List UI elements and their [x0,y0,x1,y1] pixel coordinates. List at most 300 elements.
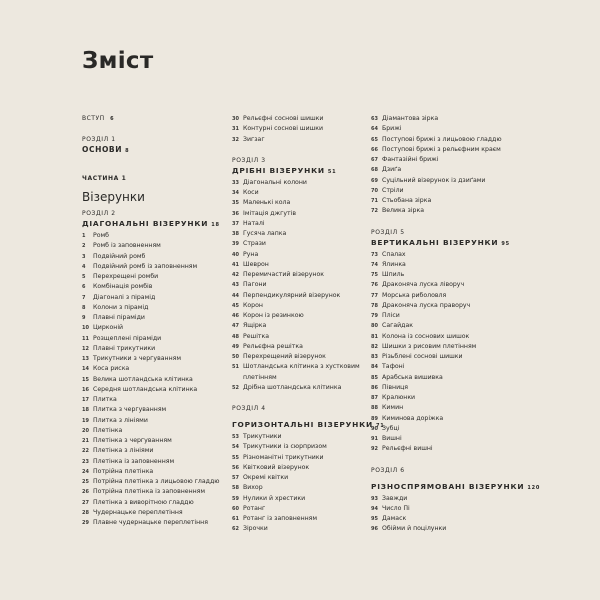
toc-entry [232,362,367,383]
section-2-list-continued [232,114,367,145]
toc-entry-number: 2 [82,243,86,250]
toc-entry-number: 76 [371,282,378,289]
toc-entry [371,145,516,155]
toc-entry [371,434,516,444]
toc-entry-number: 83 [371,354,378,360]
toc-entry [232,494,367,504]
toc-entry-number: 81 [371,333,378,340]
toc-entry-number: 39 [232,241,239,248]
toc-entry-number: 45 [232,302,239,309]
toc-entry [82,426,222,436]
section-1-label: РОЗДІЛ 1 [82,136,116,143]
toc-entry-title: Контурні соснові шишки [243,125,324,133]
toc-entry-number: 10 [82,325,89,332]
toc-entry [371,311,516,321]
toc-entry [371,524,516,534]
section-2-label: РОЗДІЛ 2 [82,210,116,217]
toc-entry-title: Сагайдак [382,322,413,330]
toc-entry [82,252,222,262]
toc-entry-title: Колони з пірамід [93,303,149,311]
toc-entry-title: Середня шотландська клітинка [93,385,198,393]
toc-entry-title: Плетінка з чергуванням [93,437,172,444]
toc-entry-number: 32 [232,136,239,143]
toc-entry [232,483,367,493]
toc-entry [232,432,367,442]
toc-entry-title: Драконяча луска праворуч [382,301,471,309]
toc-entry-number: 46 [232,313,239,319]
toc-entry [371,424,516,434]
toc-entry-number: 41 [232,261,239,268]
toc-entry [82,416,222,426]
toc-entry-title: Арабська вишивка [382,373,443,381]
toc-entry [232,270,367,280]
toc-entry-number: 94 [371,505,378,512]
section-3-label: РОЗДІЛ 3 [232,156,266,164]
toc-entry [232,342,367,352]
toc-entry-title: Решітка [243,332,270,340]
toc-entry-number: 26 [82,489,89,496]
section-2-list [82,231,222,528]
toc-entry [232,352,367,362]
toc-entry [371,332,516,342]
toc-entry-title: Кимин [382,404,404,412]
toc-entry-title: Коса риска [93,365,130,373]
toc-entry [371,494,516,504]
toc-entry-number: 21 [82,438,89,444]
toc-entry-number: 88 [371,405,378,412]
toc-entry-title: Трикутники із сюрпризом [243,443,327,451]
toc-entry [371,165,516,175]
toc-entry [82,231,222,241]
toc-column-1 [82,114,222,528]
toc-entry-number: 48 [232,333,239,340]
toc-entry-title: Гусяча лапка [243,230,287,237]
toc-entry-title: Перемичастий візерунок [243,271,324,278]
toc-entry [82,313,222,323]
toc-entry [82,282,222,292]
toc-entry [232,524,367,534]
toc-entry-number: 55 [232,454,239,461]
toc-entry [232,178,367,188]
toc-entry-number: 37 [232,220,239,227]
toc-entry-title: Зигзаг [243,135,265,143]
toc-entry-title: Поступові брижі з лицьовою гладдю [382,135,502,143]
toc-entry [232,332,367,342]
section-2-title: ДІАГОНАЛЬНІ ВІЗЕРУНКИ 18 [82,219,220,228]
toc-entry-number: 42 [232,272,239,278]
section-4-list-continued [371,114,516,217]
toc-entry-number: 1 [82,233,86,239]
toc-entry-title: Діагоналі з пірамід [93,293,156,301]
toc-entry-number: 70 [371,187,378,194]
toc-entry-title: Морська риболовля [382,291,447,299]
toc-entry-number: 18 [82,407,89,414]
toc-entry-title: Наталі [243,219,265,227]
toc-entry [232,473,367,483]
toc-entry-title: Діамантова зірка [382,115,439,122]
toc-entry [371,176,516,186]
toc-entry [82,375,222,385]
toc-entry [232,114,367,124]
toc-entry [232,463,367,473]
toc-entry-number: 58 [232,485,239,492]
toc-entry-number: 20 [82,427,89,434]
toc-entry [371,504,516,514]
toc-entry-title: Рельєфні вишні [382,445,433,453]
toc-entry-number: 25 [82,479,89,485]
toc-entry [371,250,516,260]
toc-entry-number: 69 [371,177,378,184]
toc-entry [232,321,367,331]
toc-entry-number: 73 [371,251,378,258]
toc-entry-number: 57 [232,475,239,481]
toc-entry-number: 66 [371,146,378,153]
toc-entry-title: Зірочки [243,525,268,533]
toc-entry-number: 49 [232,343,239,350]
toc-entry [82,405,222,415]
toc-entry [232,383,367,393]
toc-entry [82,457,222,467]
toc-entry-number: 77 [371,292,378,299]
toc-entry [232,135,367,145]
toc-entry [371,291,516,301]
toc-entry-number: 63 [371,116,378,122]
part-1-title: Візерунки [82,190,145,204]
toc-entry-title: Шотландська клітинка з хустковим плетінням [243,363,360,381]
toc-entry [82,262,222,272]
toc-entry-title: Шпиль [382,271,405,278]
toc-entry-number: 22 [82,448,89,455]
section-3-list [232,178,367,393]
toc-entry [232,198,367,208]
toc-entry-title: Корон із резинкою [243,312,304,319]
toc-entry-title: Поступові брижі з рельєфним краєм [382,145,501,153]
toc-entry [371,270,516,280]
toc-entry-number: 71 [371,198,378,204]
toc-entry [371,196,516,206]
toc-entry-number: 36 [232,210,239,217]
page-title: Зміст [82,48,154,74]
toc-entry-title: Зубці [382,424,400,432]
toc-entry-title: Трикутники [243,433,282,440]
toc-entry-number: 68 [371,167,378,174]
toc-entry [82,395,222,405]
toc-entry-title: Дрібна шотландська клітинка [243,383,342,391]
toc-entry-number: 60 [232,505,239,512]
toc-entry-title: Окремі квітки [243,474,289,481]
toc-entry-number: 74 [371,261,378,268]
toc-entry-number: 95 [371,516,378,522]
toc-entry-title: Перпендикулярний візерунок [243,291,341,299]
toc-entry-title: Рельєфні соснові шишки [243,115,324,122]
toc-entry-title: Велика шотландська клітинка [93,375,193,383]
toc-entry [82,334,222,344]
toc-entry [82,354,222,364]
toc-entry-title: Кралюнки [382,394,416,401]
toc-entry [82,385,222,395]
toc-entry-title: Чудернацьке переплетіння [93,508,183,516]
toc-entry-number: 12 [82,345,89,352]
toc-entry-title: Плетінка з виворітною гладдю [93,498,194,506]
toc-entry-number: 33 [232,179,239,186]
toc-entry [82,364,222,374]
toc-entry-number: 61 [232,516,239,522]
toc-entry-number: 9 [82,315,86,321]
toc-entry [232,250,367,260]
toc-entry [232,209,367,219]
section-6-title: РІЗНОСПРЯМОВАНІ ВІЗЕРУНКИ 120 [371,481,541,491]
toc-entry [371,352,516,362]
toc-entry [232,311,367,321]
toc-entry [232,239,367,249]
toc-entry-title: Руна [243,250,259,258]
toc-entry-title: Плавні піраміди [93,314,145,321]
toc-entry-title: Пагони [243,281,267,289]
toc-entry-title: Плитка з лініями [93,416,148,424]
toc-entry [371,114,516,124]
toc-entry-title: Рельєфна решітка [243,342,303,350]
toc-entry-title: Розщеплені піраміди [93,334,162,342]
toc-entry-number: 11 [82,335,89,342]
toc-entry-title: Пліси [382,312,400,319]
toc-entry-title: Киминова доріжка [382,414,444,422]
toc-entry-title: Цирконій [93,324,124,332]
section-5-list [371,250,516,455]
toc-entry [232,453,367,463]
toc-entry [82,323,222,333]
toc-entry-number: 89 [371,415,378,422]
toc-entry [371,393,516,403]
toc-entry-title: Колона із соснових шишок [382,332,470,340]
toc-entry-title: Потрійна плетінка [93,467,154,475]
toc-entry-title: Тафоні [382,363,405,371]
toc-entry [82,487,222,497]
section-3-title: ДРІБНІ ВІЗЕРУНКИ 51 [232,165,337,175]
toc-entry-number: 67 [371,157,378,163]
toc-entry [371,260,516,270]
toc-entry-number: 86 [371,384,378,391]
section-6-label: РОЗДІЛ 6 [371,466,405,474]
toc-entry [232,514,367,524]
toc-entry-title: Коси [243,189,259,196]
toc-entry-title: Плавне чудернацьке переплетіння [93,519,208,526]
toc-entry-title: Ящірка [243,322,267,330]
toc-entry-number: 90 [371,425,378,432]
toc-entry-title: Дамаск [382,515,407,522]
toc-entry-title: Корон [243,301,263,309]
toc-entry-title: Плавні трикутники [93,344,156,352]
toc-entry [371,124,516,134]
toc-entry-title: Фантазійні брижі [382,156,439,163]
toc-entry-number: 79 [371,313,378,319]
toc-entry [82,508,222,518]
toc-entry-title: Завжди [382,494,408,502]
toc-entry [371,383,516,393]
toc-entry-number: 51 [232,364,239,371]
section-4-title: ГОРИЗОНТАЛЬНІ ВІЗЕРУНКИ 71 [232,420,385,429]
toc-entry [82,272,222,282]
toc-entry-number: 7 [82,294,86,301]
toc-entry-title: Перехрещений візерунок [243,353,326,360]
toc-entry-title: Плитка з чергуванням [93,406,167,414]
toc-entry-title: Стріли [382,186,404,194]
toc-entry-number: 84 [371,364,378,371]
toc-entry [82,467,222,477]
toc-entry [371,186,516,196]
toc-entry-title: Ромб [93,232,110,239]
toc-entry [82,446,222,456]
toc-entry-number: 28 [82,509,89,516]
toc-entry-number: 24 [82,468,89,475]
toc-entry-title: Півниця [382,383,409,391]
toc-entry-title: Стьобана зірка [382,197,432,204]
toc-entry-title: Вишні [382,435,402,442]
toc-entry-number: 8 [82,304,86,311]
toc-entry [371,135,516,145]
toc-entry-title: Нулики й хрестики [243,494,306,502]
toc-entry [82,518,222,528]
toc-entry-title: Вихор [243,484,263,492]
intro-page: 6 [110,116,115,122]
toc-entry-number: 54 [232,444,239,451]
section-4-list [232,432,367,535]
toc-entry-number: 35 [232,200,239,207]
toc-entry-title: Різноманітні трикутники [243,453,324,461]
toc-entry-number: 85 [371,374,378,381]
toc-entry-number: 3 [82,253,86,260]
toc-entry-title: Подвійний ромб із заповненням [93,262,198,270]
toc-entry-number: 40 [232,251,239,258]
toc-entry-title: Плетінка із заповненням [93,457,175,465]
section-4-label: РОЗДІЛ 4 [232,405,266,412]
toc-entry-title: Брижі [382,125,402,133]
toc-entry-number: 6 [82,284,86,291]
toc-entry [371,414,516,424]
toc-entry-number: 16 [82,386,89,393]
toc-entry-number: 65 [371,136,378,143]
toc-entry-number: 59 [232,495,239,502]
toc-entry-number: 17 [82,397,89,403]
toc-entry [82,498,222,508]
toc-entry-title: Подвійний ромб [93,252,146,260]
section-5-label: РОЗДІЛ 5 [371,228,405,236]
toc-entry-number: 14 [82,366,89,373]
toc-entry-number: 53 [232,434,239,440]
section-5-title: ВЕРТИКАЛЬНІ ВІЗЕРУНКИ 95 [371,237,510,247]
toc-entry-number: 34 [232,190,239,196]
toc-entry-title: Діагональні колони [243,178,307,186]
intro-label: ВСТУП [82,115,105,122]
toc-entry [371,362,516,372]
toc-entry-number: 91 [371,436,378,442]
toc-entry-number: 78 [371,302,378,309]
toc-entry [371,444,516,454]
toc-entry [371,301,516,311]
toc-entry-title: Спалах [382,250,406,258]
toc-entry-title: Квітковий візерунок [243,463,310,471]
toc-entry-title: Стрази [243,240,266,248]
toc-entry [232,442,367,452]
toc-entry [232,188,367,198]
toc-entry [371,342,516,352]
toc-entry-number: 96 [371,526,378,533]
toc-entry-number: 87 [371,395,378,401]
toc-entry [82,436,222,446]
toc-entry [371,373,516,383]
toc-entry-number: 13 [82,356,89,362]
toc-entry-number: 75 [371,272,378,278]
toc-column-3 [371,114,541,535]
intro-entry [82,114,222,124]
toc-entry-number: 47 [232,323,239,330]
toc-entry-number: 38 [232,231,239,237]
toc-entry-title: Трикутники з чергуванням [93,355,182,362]
toc-entry-title: Різьблені соснові шишки [382,353,463,360]
toc-entry-number: 72 [371,208,378,215]
toc-entry-number: 5 [82,274,86,280]
toc-entry-title: Число Пі [382,504,410,512]
toc-entry-title: Ялинка [382,260,406,268]
toc-entry-title: Комбінація ромбів [93,283,153,291]
toc-entry [232,260,367,270]
toc-entry-number: 56 [232,464,239,471]
toc-entry-title: Маленькі кола [243,199,291,207]
toc-entry-number: 31 [232,126,239,133]
toc-entry-number: 30 [232,116,239,122]
toc-entry-title: Потрійна плетінка із заповненням [93,488,206,496]
toc-entry [371,321,516,331]
toc-entry-title: Ротанг із заповненням [243,515,318,522]
toc-entry-number: 4 [82,263,86,270]
toc-entry-number: 23 [82,458,89,465]
toc-entry-title: Обійми й поцілунки [382,525,447,533]
toc-entry [232,301,367,311]
toc-entry-number: 64 [371,126,378,133]
section-6-list [371,494,516,535]
toc-entry-title: Дзиґа [382,166,402,174]
toc-entry-number: 43 [232,282,239,289]
toc-entry-title: Ротанг [243,504,266,512]
toc-entry [232,124,367,134]
toc-entry [82,293,222,303]
toc-entry-title: Велика зірка [382,207,424,215]
toc-entry-number: 50 [232,354,239,360]
toc-entry-number: 82 [371,343,378,350]
toc-entry [371,514,516,524]
toc-entry-number: 27 [82,499,89,506]
toc-entry-title: Суцільний візерунок із дзиґами [382,176,486,184]
toc-entry-title: Потрійна плетінка з лицьовою гладдю [93,478,220,485]
toc-entry-title: Плетінка з лініями [93,447,154,455]
toc-entry [371,403,516,413]
toc-entry-title: Перехрещені ромби [93,273,159,280]
toc-entry-title: Шишки з рисовим плетінням [382,342,477,350]
toc-entry [82,477,222,487]
toc-entry-number: 19 [82,417,89,424]
toc-entry-number: 44 [232,292,239,299]
toc-entry [82,241,222,251]
toc-entry-number: 15 [82,376,89,383]
part-1-label: ЧАСТИНА 1 [82,175,127,182]
toc-entry-title: Драконяча луска ліворуч [382,281,465,289]
toc-entry-number: 80 [371,323,378,330]
toc-entry [371,280,516,290]
toc-entry-number: 52 [232,384,239,391]
toc-entry [82,344,222,354]
toc-entry [232,280,367,290]
toc-entry-title: Ромб із заповненням [93,242,161,250]
toc-entry-title: Імітація джгутів [243,209,296,217]
